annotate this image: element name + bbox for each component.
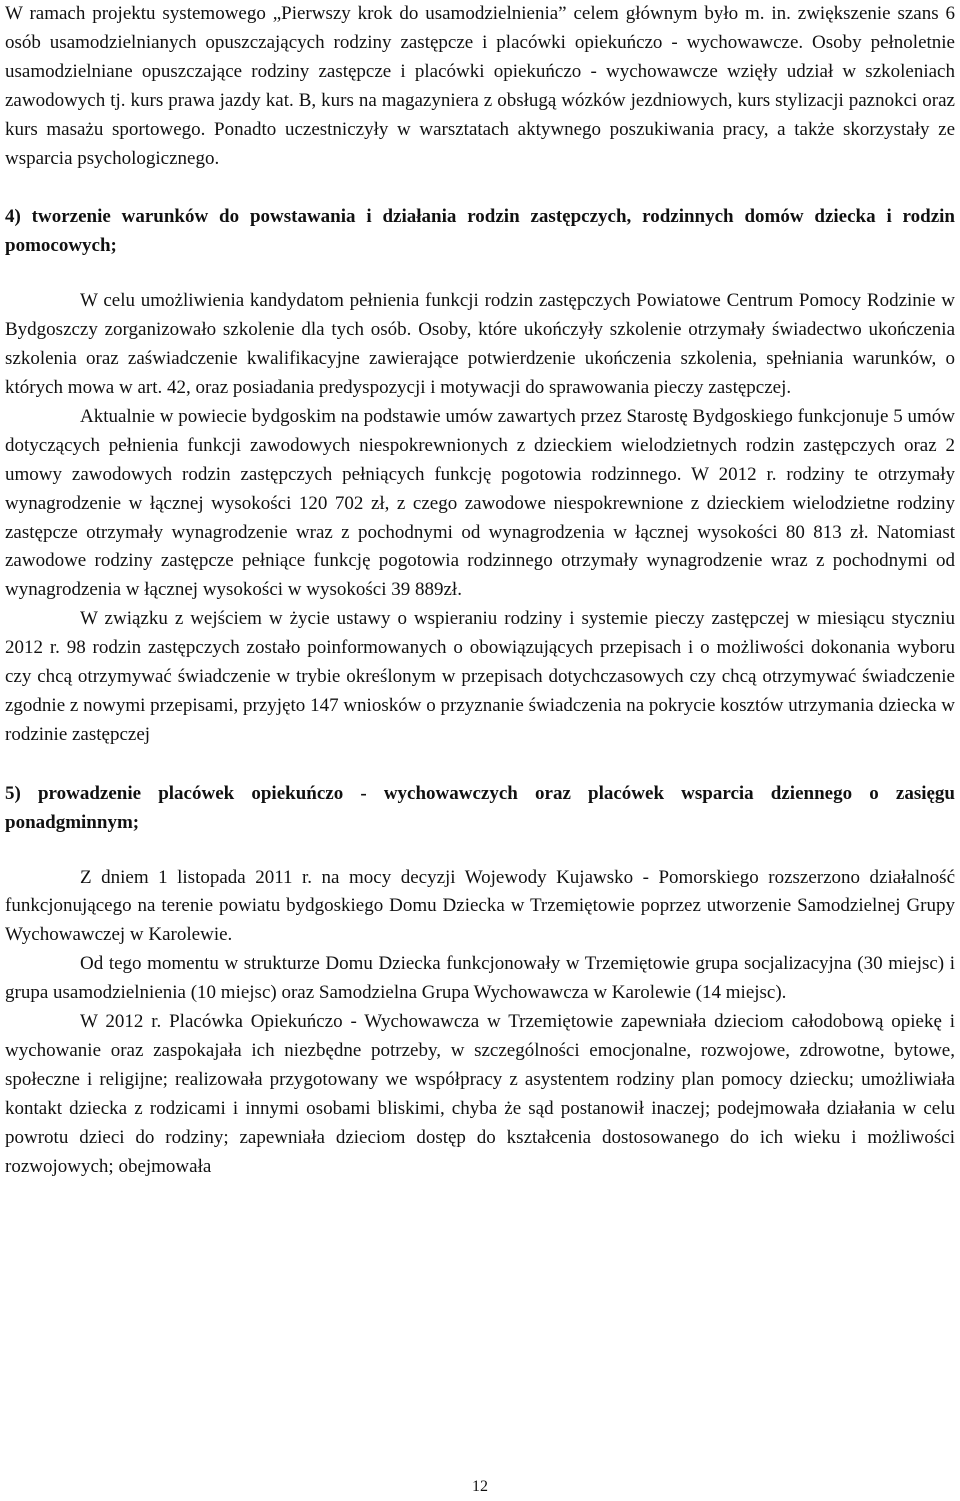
section-heading-4: 4) tworzenie warunków do powstawania i działania rodzin zastępczych, rodzinnych domów dziecka i rodzin pomocowych;: [5, 206, 955, 257]
paragraph-new-law: W związku z wejściem w życie ustawy o wspieraniu rodziny i systemie pieczy zastępczej w miesiącu styczniu 2012 r. 98 rodzin zastępczych zostało poinformowanych o obowiązujących przepisach i o możliwości dokonania wyboru czy chcą otrzymywać świadczenie w trybie określonym w przepisach dotychczasowych czy chcą otrzymywać świadczenie zgodnie z nowymi przepisami, przyjęto 147 wniosków o przyznanie świadczenia na pokrycie kosztów utrzymania dziecka w rodzinie zastępczej: [5, 608, 955, 745]
paragraph-decision: Z dniem 1 listopada 2011 r. na mocy decyzji Wojewody Kujawsko - Pomorskiego rozszerzono działalność funkcjonującego na terenie powiatu bydgoskiego Domu Dziecka w Trzemiętowie poprzez utworzenie Samodzielnej Grupy Wychowawczej w Karolewie.: [5, 866, 955, 946]
document-page: [5, 0, 955, 1182]
paragraph-project-summary: W ramach projektu systemowego „Pierwszy krok do usamodzielnienia” celem głównym było m. in. zwiększenie szans 6 osób usamodzielnianych opuszczających rodziny zastępcze i placówki opiekuńczo - wychowawcze. Osoby pełnoletnie usamodzielniane opuszczające rodziny zastępcze i placówki opiekuńczo - wychowawcze wzięły udział w szkoleniach zawodowych tj. kurs prawa jazdy kat. B, kurs na magazyniera z obsługą wózków jezdniowych, kurs stylizacji paznokci oraz kurs masażu sportowego. Ponadto uczestniczyły w warsztatach aktywnego poszukiwania pracy, a także skorzystały ze wsparcia psychologicznego.: [5, 3, 955, 169]
spacer: [5, 838, 955, 864]
paragraph-structure: Od tego momentu w strukturze Domu Dziecka funkcjonowały w Trzemiętowie grupa socjalizacyjna (30 miejsc) i grupa usamodzielnienia (10 miejsc) oraz Samodzielna Grupa Wychowawcza w Karolewie (14 miejsc).: [5, 953, 955, 1004]
paragraph-contracts: Aktualnie w powiecie bydgoskim na podstawie umów zawartych przez Starostę Bydgoskiego funkcjonuje 5 umów dotyczących pełnienia funkcji zawodowych niespokrewnionych z dzieckiem wielodzietnych rodzin zastępczych oraz 2 umowy zawodowych rodzin zastępczych pełniących funkcję pogotowia rodzinnego. W 2012 r. rodziny te otrzymały wynagrodzenie w łącznej wysokości 120 702 zł, z czego zawodowe niespokrewnione z dzieckiem wielodzietne rodziny zastępcze otrzymały wynagrodzenie wraz z pochodnymi od wynagrodzenia w łącznej wysokości 80 813 zł. Natomiast zawodowe rodziny zastępcze pełniące funkcję pogotowia rodzinnego otrzymały wynagrodzenie wraz z pochodnymi od wynagrodzenia w łącznej wysokości w wysokości 39 889zł.: [5, 405, 955, 601]
page-number: 12: [472, 1478, 488, 1495]
paragraph-care-facility: W 2012 r. Placówka Opiekuńczo - Wychowawcza w Trzemiętowie zapewniała dzieciom całodobową opiekę i wychowanie oraz zaspokajała ich niezbędne potrzeby, w szczególności emocjonalne, rozwojowe, zdrowotne, bytowe, społeczne i religijne; realizowała przygotowany we współpracy z asystentem rodziny plan pomocy dziecku; umożliwiała kontakt dziecka z rodzicami i innymi osobami bliskimi, chyba że sąd postanowił inaczej; podejmowała działania w celu powrotu dzieci do rodziny; zapewniała dzieciom dostęp do kształcenia dostosowanego do ich wieku i możliwości rozwojowych; obejmowała: [5, 1011, 955, 1177]
paragraph-training: W celu umożliwienia kandydatom pełnienia funkcji rodzin zastępczych Powiatowe Centrum Pomocy Rodzinie w Bydgoszczy zorganizowało szkolenie dla tych osób. Osoby, które ukończyły szkolenie otrzymały świadectwo ukończenia szkolenia oraz zaświadczenie kwalifikacyjne zawierające potwierdzenie ukończenia szkolenia, spełniania warunków, o których mowa w art. 42, oraz posiadania predyspozycji i motywacji do sprawowania pieczy zastępczej.: [5, 290, 955, 398]
section-heading-5: 5) prowadzenie placówek opiekuńczo - wychowawczych oraz placówek wsparcia dziennego o zasięgu ponadgminnym;: [5, 782, 955, 833]
spacer: [5, 261, 955, 287]
spacer: [5, 750, 955, 780]
spacer: [5, 173, 955, 203]
